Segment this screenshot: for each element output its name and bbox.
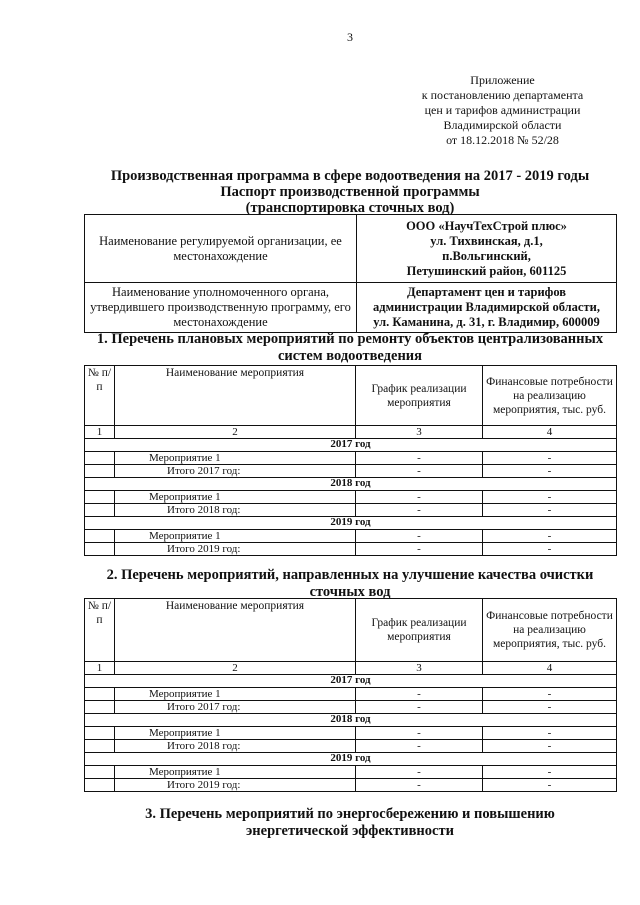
item-schedule: - [356,727,483,740]
authority-label: Наименование уполномоченного органа, утвердившего производственную программу, его местонахождение [85,283,357,333]
document-title [80,168,620,216]
item-name: Мероприятие 1 [115,727,356,740]
item-name: Мероприятие 1 [115,766,356,779]
org-value-line: Петушинский район, 601125 [406,263,567,278]
item-finance: - [483,766,617,779]
section-2-title [60,567,640,601]
col-header-name: Наименование мероприятия [115,599,356,662]
col-header-num: № п/п [85,599,115,662]
item-finance: - [483,727,617,740]
col-header-name: Наименование мероприятия [115,366,356,426]
col-number: 3 [356,426,483,439]
item-finance: - [483,491,617,504]
title-line: Производственная программа в сфере водоотведения на 2017 - 2019 годы [110,168,590,184]
appendix-line: цен и тарифов администрации [424,103,581,117]
total-schedule: - [356,504,483,517]
org-value [357,215,617,283]
total-label: Итого 2017 год: [115,465,356,478]
total-schedule: - [356,740,483,753]
cell [85,465,115,478]
total-finance: - [483,504,617,517]
section-3-title [60,806,640,840]
cell [85,779,115,792]
item-schedule: - [356,688,483,701]
item-name: Мероприятие 1 [115,688,356,701]
cell [85,740,115,753]
section-title-line: 2. Перечень мероприятий, направленных на улучшение качества очистки [106,567,594,583]
item-schedule: - [356,766,483,779]
total-schedule: - [356,465,483,478]
year-row: 2018 год [85,478,617,491]
org-value-line: п.Вольгинский, [442,248,531,263]
cell [85,766,115,779]
col-number: 2 [115,426,356,439]
cell [85,727,115,740]
page-number: 3 [347,30,353,44]
item-finance: - [483,530,617,543]
year-row: 2019 год [85,753,617,766]
item-schedule: - [356,530,483,543]
year-row: 2018 год [85,714,617,727]
col-number: 3 [356,662,483,675]
item-name: Мероприятие 1 [115,530,356,543]
section-title-line: 1. Перечень плановых мероприятий по ремонту объектов централизованных [96,331,604,347]
section-1-title [60,331,640,365]
org-value-line: ООО «НаучТехСтрой плюс» [406,218,567,233]
section-title-line: систем водоотведения [277,348,423,364]
year-row: 2019 год [85,517,617,530]
section-title-line: сточных вод [309,584,391,600]
item-name: Мероприятие 1 [115,452,356,465]
item-schedule: - [356,491,483,504]
appendix-line: Владимирской области [443,118,562,132]
total-finance: - [483,779,617,792]
col-number: 1 [85,662,115,675]
col-header-finance: Финансовые потребности на реализацию мероприятия, тыс. руб. [483,599,617,662]
cell [85,530,115,543]
col-number: 4 [483,662,617,675]
total-schedule: - [356,701,483,714]
total-finance: - [483,543,617,556]
col-header-finance: Финансовые потребности на реализацию мероприятия, тыс. руб. [483,366,617,426]
section-2-table [84,598,617,792]
item-finance: - [483,452,617,465]
section-title-line: 3. Перечень мероприятий по энергосбережению и повышению [145,806,555,822]
cell [85,491,115,504]
section-1-table [84,365,617,556]
item-finance: - [483,688,617,701]
authority-value [357,283,617,333]
total-label: Итого 2018 год: [115,504,356,517]
col-number: 2 [115,662,356,675]
total-label: Итого 2019 год: [115,779,356,792]
total-label: Итого 2017 год: [115,701,356,714]
col-header-num: № п/п [85,366,115,426]
col-number: 4 [483,426,617,439]
cell [85,543,115,556]
cell [85,688,115,701]
authority-value-line: Департамент цен и тарифов [406,285,567,299]
total-label: Итого 2019 год: [115,543,356,556]
year-row: 2017 год [85,439,617,452]
org-label: Наименование регулируемой организации, ее местонахождение [85,215,357,283]
total-schedule: - [356,543,483,556]
col-number: 1 [85,426,115,439]
item-schedule: - [356,452,483,465]
total-finance: - [483,465,617,478]
col-header-schedule: График реализации мероприятия [356,366,483,426]
title-line: (транспортировка сточных вод) [245,200,455,216]
col-header-schedule: График реализации мероприятия [356,599,483,662]
passport-table [84,214,617,333]
appendix-block [395,73,610,148]
appendix-line: от 18.12.2018 № 52/28 [446,133,559,147]
total-finance: - [483,740,617,753]
appendix-line: к постановлению департамента [421,88,584,102]
section-title-line: энергетической эффективности [246,823,454,839]
cell [85,504,115,517]
authority-value-line: администрации Владимирской области, [373,300,600,314]
total-finance: - [483,701,617,714]
org-value-line: ул. Тихвинская, д.1, [430,233,543,248]
appendix-line: Приложение [470,73,535,87]
total-schedule: - [356,779,483,792]
authority-value-line: ул. Каманина, д. 31, г. Владимир, 600009 [373,315,600,329]
title-line: Паспорт производственной программы [220,184,480,200]
cell [85,452,115,465]
cell [85,701,115,714]
item-name: Мероприятие 1 [115,491,356,504]
total-label: Итого 2018 год: [115,740,356,753]
year-row: 2017 год [85,675,617,688]
